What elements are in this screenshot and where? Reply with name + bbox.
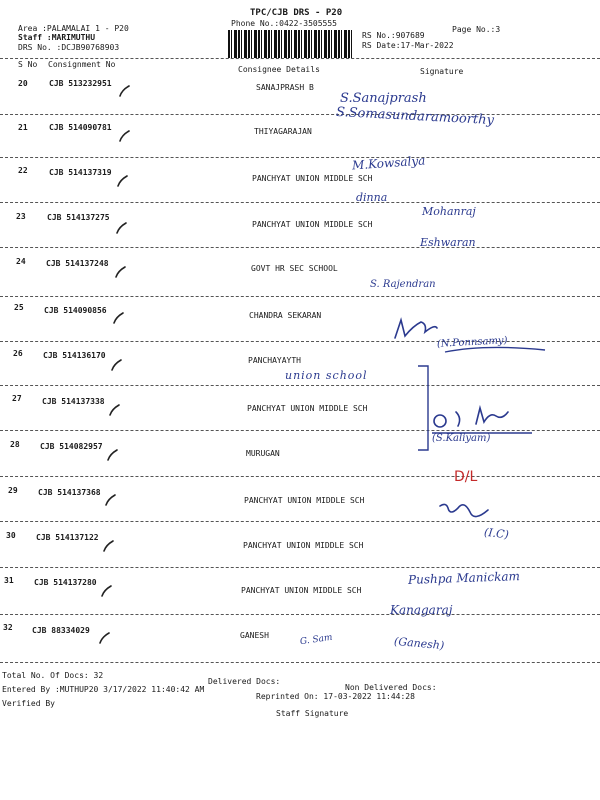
entered-by: Entered By :MUTHUP20 3/17/2022 11:40:42 AM xyxy=(2,685,205,694)
document-title: TPC/CJB DRS - P20 xyxy=(250,8,343,18)
signature-row-29-b: (I.C) xyxy=(483,525,510,542)
row-consignment: CJB 514137275 xyxy=(47,213,110,222)
non-delivered-docs: Non Delivered Docs: xyxy=(345,683,437,692)
reprinted-on: Reprinted On: 17-03-2022 11:44:28 xyxy=(256,692,415,701)
column-header-consignment: Consignment No xyxy=(48,60,116,69)
row-consignment: CJB 514137248 xyxy=(46,259,109,268)
row-consignment: CJB 514137368 xyxy=(38,488,101,497)
row-consignment: CJB 514137319 xyxy=(49,168,112,177)
row-sno: 23 xyxy=(16,212,26,221)
signature-row-22-a: M.Kowsalya xyxy=(351,153,426,173)
row-sno: 24 xyxy=(16,257,26,266)
row-sno: 21 xyxy=(18,123,28,132)
row-sno: 29 xyxy=(8,486,18,495)
row-consignee: PANCHYAT UNION MIDDLE SCH xyxy=(252,220,373,229)
signature-row-20-b: S.Somasundaramoorthy xyxy=(335,104,495,129)
row-consignment: CJB 514090856 xyxy=(44,306,107,315)
row-consignee: THIYAGARAJAN xyxy=(254,127,312,136)
row-sno: 20 xyxy=(18,79,28,88)
column-header-sno: S No xyxy=(18,60,38,69)
row-consignee: CHANDRA SEKARAN xyxy=(249,311,322,320)
signature-row-31-a: Pushpa Manickam xyxy=(407,569,521,587)
row-sno: 32 xyxy=(3,623,13,632)
column-header-signature: Signature xyxy=(420,67,464,76)
signature-row-23-a: Mohanraj xyxy=(422,205,476,218)
signature-row-32-a: G. Sam xyxy=(299,632,334,648)
drs-number: DRS No. :DCJB90768903 xyxy=(18,43,120,52)
row-consignee: PANCHYAT UNION MIDDLE SCH xyxy=(241,586,362,595)
row-consignment: CJB 514136170 xyxy=(43,351,106,360)
signature-row-27-b: (S.Kaliyam) xyxy=(432,433,491,444)
row-sno: 26 xyxy=(13,349,23,358)
row-consignee: MURUGAN xyxy=(246,449,280,458)
row-sno: 31 xyxy=(4,576,14,585)
row-consignee: PANCHYAT UNION MIDDLE SCH xyxy=(243,541,364,550)
row-consignee: PANCHYAT UNION MIDDLE SCH xyxy=(252,174,373,183)
row-consignee: PANCHAYAYTH xyxy=(248,356,301,365)
rs-number: RS No.:907689 xyxy=(362,31,425,40)
delivery-note-dl: D/L xyxy=(454,469,478,485)
row-sno: 22 xyxy=(18,166,28,175)
staff-label: Staff :MARIMUTHU xyxy=(18,33,96,42)
row-sno: 28 xyxy=(10,440,20,449)
row-consignment: CJB 514137338 xyxy=(42,397,105,406)
staff-signature: Staff Signature xyxy=(276,709,349,718)
signature-row-32-b: (Ganesh) xyxy=(393,634,445,653)
area-label: Area :PALAMALAI 1 - P20 xyxy=(18,24,129,33)
row-consignment: CJB 514137122 xyxy=(36,533,99,542)
signature-row-31-b: Kanagaraj xyxy=(390,603,453,617)
signature-row-25-b: (N.Ponnsamy) xyxy=(436,335,508,350)
row-consignee: SANAJPRASH B xyxy=(256,83,314,92)
signature-row-20-a: S.Sanajprash xyxy=(340,91,427,106)
verified-by: Verified By xyxy=(2,699,55,708)
row-consignee: GOVT HR SEC SCHOOL xyxy=(251,264,338,273)
row-consignment: CJB 514137280 xyxy=(34,578,97,587)
row-consignee: PANCHYAT UNION MIDDLE SCH xyxy=(247,404,368,413)
delivered-docs: Delivered Docs: xyxy=(208,677,281,686)
signature-row-22-b: dinna xyxy=(356,191,388,204)
page-number: Page No.:3 xyxy=(452,25,501,34)
signature-row-23-b: Eshwaran xyxy=(420,236,476,249)
signature-row-26: union school xyxy=(285,369,368,382)
signature-row-24: S. Rajendran xyxy=(370,279,436,290)
row-consignment: CJB 88334029 xyxy=(32,626,90,635)
row-consignment: CJB 514082957 xyxy=(40,442,103,451)
row-sno: 30 xyxy=(6,531,16,540)
rs-date: RS Date:17-Mar-2022 xyxy=(362,41,454,50)
phone-number: Phone No.:0422-3505555 xyxy=(231,19,337,28)
total-docs: Total No. Of Docs: 32 xyxy=(2,671,104,680)
row-sno: 27 xyxy=(12,394,22,403)
row-consignee: PANCHYAT UNION MIDDLE SCH xyxy=(244,496,365,505)
column-header-consignee: Consignee Details xyxy=(238,65,320,74)
row-consignment: CJB 514090781 xyxy=(49,123,112,132)
row-sno: 25 xyxy=(14,303,24,312)
row-consignee: GANESH xyxy=(240,631,269,640)
row-consignment: CJB 513232951 xyxy=(49,79,112,88)
